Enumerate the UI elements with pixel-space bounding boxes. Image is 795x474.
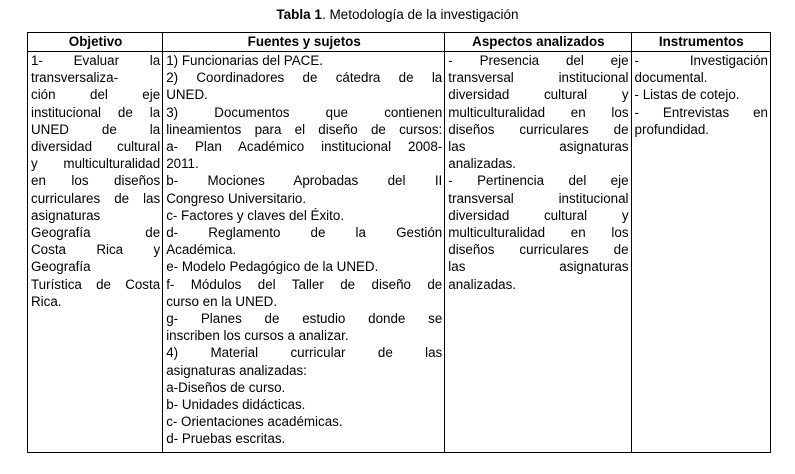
fuentes-line: e- Modelo Pedagógico de la UNED. xyxy=(166,259,379,275)
instrumentos-line: profundidad. xyxy=(634,121,709,137)
fuentes-line: 4) Material curricular de las xyxy=(166,345,443,361)
aspectos-line: multiculturalidad en los xyxy=(448,104,629,120)
fuentes-line: a- Plan Académico institucional 2008- xyxy=(166,139,443,155)
fuentes-line: 3) Documentos que contienen xyxy=(166,104,443,120)
cell-fuentes-y-sujetos xyxy=(163,52,445,453)
instrumentos-line: documental. xyxy=(634,70,708,86)
cell-aspectos-analizados xyxy=(445,52,631,453)
table-caption xyxy=(0,5,795,25)
cell-objetivo xyxy=(28,52,163,453)
aspectos-line: las asignaturas xyxy=(448,139,629,155)
aspectos-line: diseños curriculares de xyxy=(448,121,629,137)
fuentes-line: g- Planes de estudio donde se xyxy=(166,311,443,327)
aspectos-line: transversal institucional xyxy=(448,70,629,86)
fuentes-line: b- Unidades didácticas. xyxy=(166,397,306,413)
fuentes-line: f- Módulos del Taller de diseño de xyxy=(166,276,443,292)
aspectos-line: transversal institucional xyxy=(448,190,629,206)
aspectos-line: diversidad cultural y xyxy=(448,207,629,223)
header-fuentes-y-sujetos: Fuentes y sujetos xyxy=(163,33,445,52)
fuentes-line: 1) Funcionarias del PACE. xyxy=(166,53,323,68)
fuentes-line: b- Mociones Aprobadas del II xyxy=(166,173,443,189)
methodology-table xyxy=(27,32,771,453)
objetivo-line: Rica. xyxy=(31,293,62,309)
objetivo-line: ción del eje xyxy=(31,87,161,103)
cell-instrumentos xyxy=(631,52,770,453)
fuentes-line: curso en la UNED. xyxy=(166,293,278,309)
objetivo-line: en los diseños xyxy=(31,173,161,189)
instrumentos-line: - Investigación xyxy=(634,53,768,68)
table-row xyxy=(28,52,771,453)
fuentes-line: c- Orientaciones académicas. xyxy=(166,414,343,430)
table-caption-text: . Metodología de la investigación xyxy=(321,7,519,22)
fuentes-line: Académica. xyxy=(166,242,237,258)
aspectos-line: analizadas. xyxy=(448,276,517,292)
fuentes-line: UNED. xyxy=(166,87,208,103)
fuentes-line: asignaturas analizadas: xyxy=(166,362,307,378)
aspectos-line: multiculturalidad en los xyxy=(448,225,629,241)
fuentes-line: a-Diseños de curso. xyxy=(166,379,286,395)
objetivo-line: UNED de la xyxy=(31,121,161,137)
objetivo-line: curriculares de las xyxy=(31,190,161,206)
fuentes-line: inscriben los cursos a analizar. xyxy=(166,328,349,344)
objetivo-line: institucional de la xyxy=(31,104,161,120)
header-aspectos-analizados: Aspectos analizados xyxy=(445,33,631,52)
objetivo-line: 1- Evaluar la xyxy=(31,53,161,68)
objetivo-line: y multiculturalidad xyxy=(31,156,161,172)
table-caption-label: Tabla 1 xyxy=(276,7,322,22)
aspectos-line: diversidad cultural y xyxy=(448,87,629,103)
objetivo-line: diversidad cultural xyxy=(31,139,161,155)
fuentes-line: Congreso Universitario. xyxy=(166,190,307,206)
table-header-row xyxy=(28,33,771,52)
aspectos-line: - Pertinencia del eje xyxy=(448,173,629,189)
objetivo-line: asignaturas xyxy=(31,207,101,223)
objetivo-line: Turística de Costa xyxy=(31,276,161,292)
fuentes-line: c- Factores y claves del Éxito. xyxy=(166,207,345,223)
fuentes-line: 2) Coordinadores de cátedra de la xyxy=(166,70,443,86)
objetivo-line: Geografía de xyxy=(31,225,161,241)
objetivo-line: transversaliza- xyxy=(31,70,119,86)
fuentes-line: d- Pruebas escritas. xyxy=(166,431,286,447)
instrumentos-line: - Entrevistas en xyxy=(634,104,768,120)
aspectos-line: - Presencia del eje xyxy=(448,53,629,68)
aspectos-line: analizadas. xyxy=(448,156,517,172)
fuentes-line: 2011. xyxy=(166,156,199,172)
objetivo-line: Costa Rica y xyxy=(31,242,161,258)
instrumentos-line: - Listas de cotejo. xyxy=(634,87,740,103)
fuentes-line: lineamientos para el diseño de cursos: xyxy=(166,121,443,137)
aspectos-line: las asignaturas xyxy=(448,259,629,275)
aspectos-line: diseños curriculares de xyxy=(448,242,629,258)
objetivo-line: Geografía xyxy=(31,259,91,275)
header-objetivo: Objetivo xyxy=(28,33,163,52)
header-instrumentos: Instrumentos xyxy=(631,33,770,52)
fuentes-line: d- Reglamento de la Gestión xyxy=(166,225,443,241)
